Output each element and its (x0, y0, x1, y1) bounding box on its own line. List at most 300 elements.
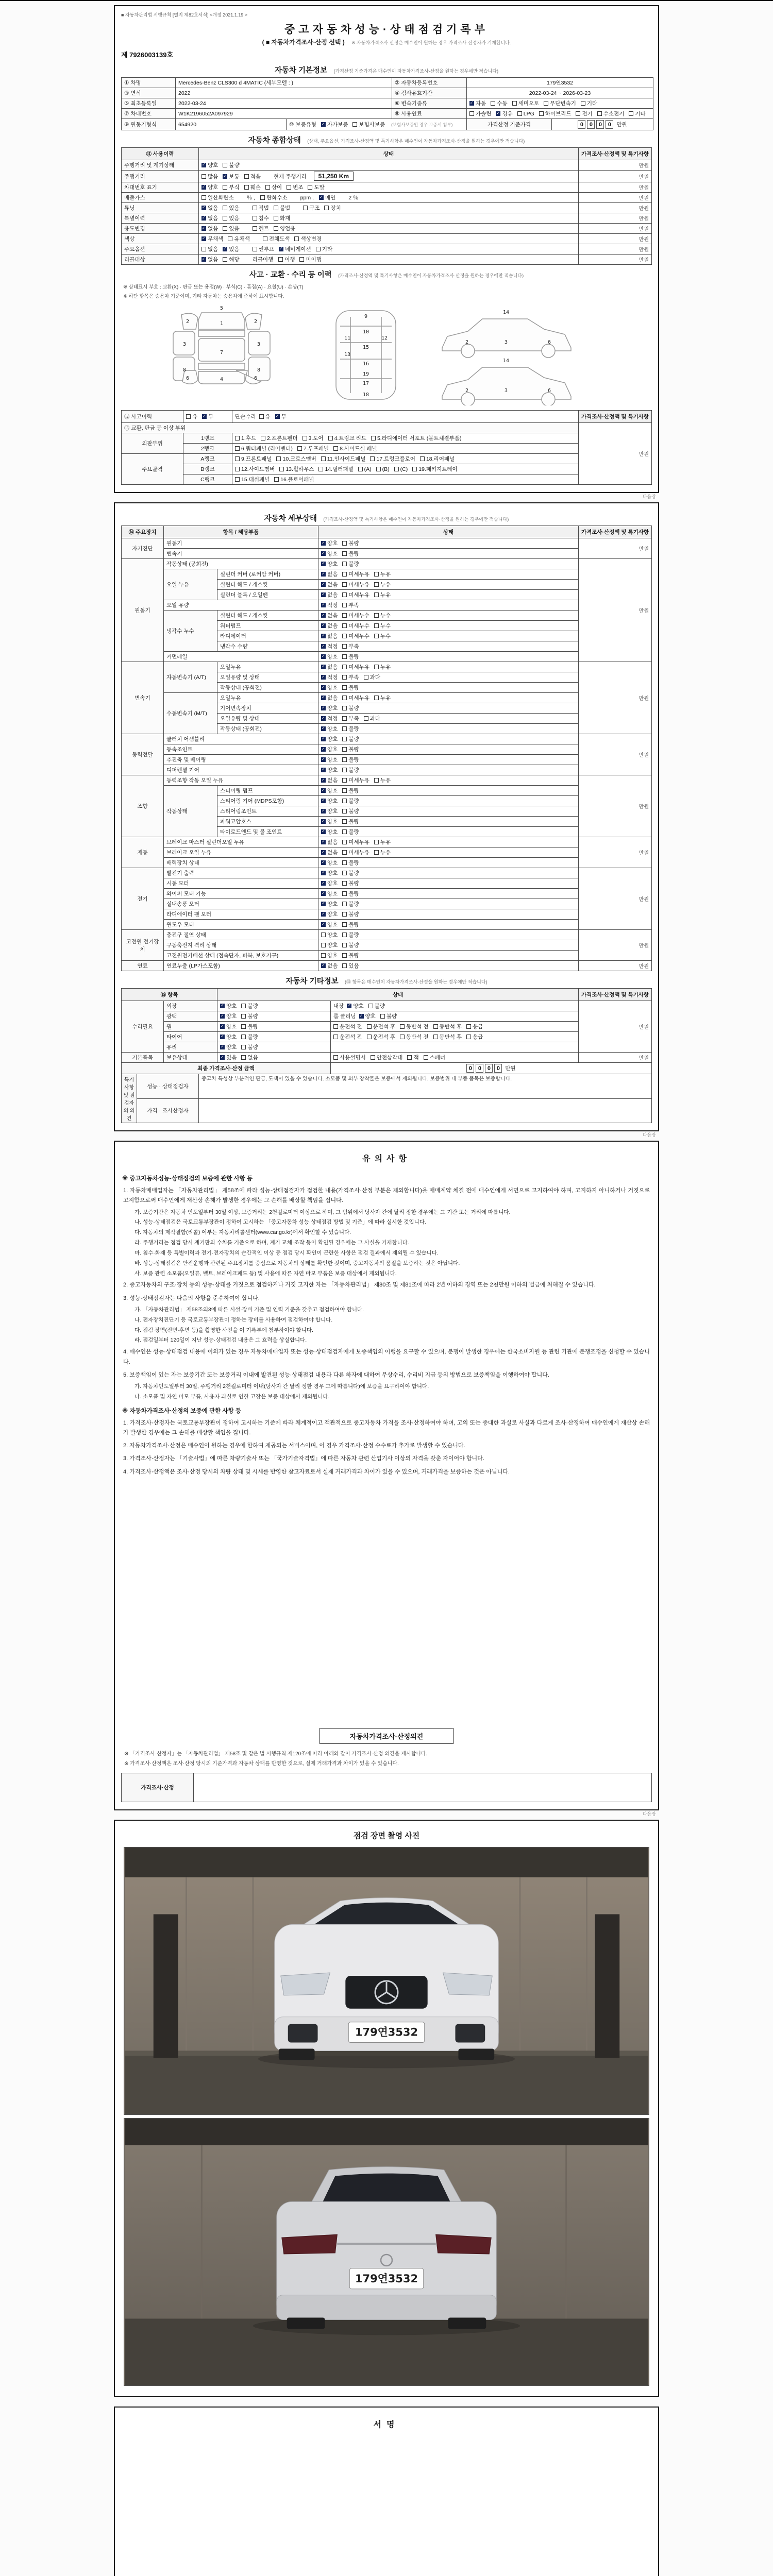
checkbox-option[interactable] (321, 828, 338, 836)
checkbox-checked-icon[interactable] (321, 685, 326, 690)
checkbox-checked-icon[interactable] (321, 902, 326, 906)
checkbox-checked-icon[interactable] (201, 226, 206, 231)
checkbox-option[interactable] (342, 591, 369, 599)
checkbox-icon[interactable] (279, 467, 284, 471)
checkbox-icon[interactable] (342, 623, 347, 628)
checkbox-option[interactable] (374, 622, 391, 630)
checkbox-option[interactable] (420, 455, 455, 463)
checkbox-checked-icon[interactable] (321, 809, 326, 814)
checkbox-icon[interactable] (342, 881, 347, 886)
checkbox-icon[interactable] (299, 257, 304, 262)
checkbox-option[interactable] (321, 900, 338, 908)
checkbox-option[interactable] (433, 1023, 462, 1030)
checkbox-option[interactable] (342, 539, 359, 547)
checkbox-option[interactable] (333, 445, 377, 452)
checkbox-icon[interactable] (342, 716, 347, 721)
checkbox-icon[interactable] (342, 850, 347, 855)
checkbox-icon[interactable] (342, 726, 347, 731)
checkbox-icon[interactable] (376, 467, 381, 471)
checkbox-option[interactable] (342, 879, 359, 887)
checkbox-icon[interactable] (342, 788, 347, 793)
checkbox-icon[interactable] (235, 436, 240, 440)
checkbox-option[interactable] (342, 890, 359, 897)
checkbox-option[interactable] (321, 560, 338, 568)
checkbox-option[interactable] (308, 183, 324, 191)
checkbox-checked-icon[interactable] (321, 613, 326, 618)
checkbox-checked-icon[interactable] (321, 799, 326, 803)
checkbox-option[interactable] (276, 455, 316, 463)
checkbox-checked-icon[interactable] (321, 778, 326, 783)
checkbox-icon[interactable] (342, 891, 347, 896)
checkbox-option[interactable] (342, 797, 359, 805)
checkbox-option[interactable] (342, 921, 359, 928)
checkbox-option[interactable] (321, 653, 338, 660)
checkbox-checked-icon[interactable] (321, 963, 326, 968)
checkbox-option[interactable] (367, 1023, 396, 1030)
checkbox-option[interactable] (299, 256, 321, 263)
checkbox-option[interactable] (321, 807, 338, 815)
checkbox-checked-icon[interactable] (321, 696, 326, 700)
checkbox-option[interactable] (374, 663, 391, 671)
checkbox-option[interactable] (342, 581, 369, 588)
checkbox-option[interactable] (279, 465, 314, 473)
checkbox-option[interactable] (321, 787, 338, 794)
checkbox-icon[interactable] (342, 933, 347, 937)
checkbox-icon[interactable] (274, 226, 278, 231)
checkbox-checked-icon[interactable] (223, 174, 227, 179)
checkbox-icon[interactable] (342, 541, 347, 546)
checkbox-icon[interactable] (241, 1004, 246, 1008)
checkbox-option[interactable] (321, 818, 338, 825)
checkbox-option[interactable] (342, 684, 359, 691)
checkbox-option[interactable] (321, 622, 338, 630)
checkbox-icon[interactable] (374, 665, 379, 669)
checkbox-option[interactable] (321, 632, 338, 640)
checkbox-icon[interactable] (201, 247, 206, 251)
checkbox-option[interactable] (241, 1033, 258, 1041)
checkbox-option[interactable] (321, 735, 338, 743)
checkbox-icon[interactable] (342, 592, 347, 597)
checkbox-icon[interactable] (342, 840, 347, 844)
checkbox-checked-icon[interactable] (223, 247, 227, 251)
checkbox-checked-icon[interactable] (321, 654, 326, 659)
checkbox-icon[interactable] (371, 436, 376, 440)
checkbox-icon[interactable] (352, 122, 357, 127)
checkbox-option[interactable] (223, 183, 239, 191)
checkbox-icon[interactable] (342, 943, 347, 947)
checkbox-icon[interactable] (263, 236, 267, 241)
checkbox-option[interactable] (321, 910, 338, 918)
checkbox-option[interactable] (260, 194, 288, 201)
checkbox-icon[interactable] (342, 757, 347, 762)
checkbox-option[interactable] (303, 204, 320, 212)
checkbox-option[interactable] (259, 413, 271, 420)
checkbox-icon[interactable] (374, 572, 379, 577)
checkbox-icon[interactable] (342, 696, 347, 700)
checkbox-option[interactable] (433, 1033, 462, 1041)
checkbox-option[interactable] (374, 591, 391, 599)
checkbox-icon[interactable] (244, 174, 249, 179)
checkbox-checked-icon[interactable] (201, 257, 206, 262)
checkbox-icon[interactable] (259, 414, 264, 419)
checkbox-icon[interactable] (466, 1035, 471, 1039)
checkbox-icon[interactable] (374, 613, 379, 618)
checkbox-icon[interactable] (400, 1035, 405, 1039)
checkbox-option[interactable] (321, 797, 338, 805)
checkbox-option[interactable] (342, 725, 359, 733)
checkbox-option[interactable] (544, 99, 576, 107)
checkbox-option[interactable] (235, 455, 272, 463)
checkbox-icon[interactable] (253, 216, 257, 221)
checkbox-icon[interactable] (371, 1055, 375, 1060)
checkbox-icon[interactable] (581, 101, 585, 106)
checkbox-checked-icon[interactable] (220, 1004, 225, 1008)
checkbox-option[interactable] (342, 601, 359, 609)
checkbox-option[interactable] (321, 704, 338, 712)
checkbox-icon[interactable] (235, 467, 240, 471)
checkbox-option[interactable] (228, 235, 249, 243)
checkbox-checked-icon[interactable] (220, 1045, 225, 1049)
checkbox-option[interactable] (342, 869, 359, 877)
checkbox-option[interactable] (342, 787, 359, 794)
checkbox-icon[interactable] (253, 226, 257, 231)
checkbox-option[interactable] (321, 931, 338, 939)
checkbox-icon[interactable] (321, 456, 326, 461)
checkbox-option[interactable] (241, 1012, 258, 1020)
checkbox-icon[interactable] (491, 101, 495, 106)
checkbox-option[interactable] (220, 1043, 237, 1051)
checkbox-icon[interactable] (466, 1024, 471, 1029)
checkbox-option[interactable] (380, 1012, 397, 1020)
checkbox-option[interactable] (321, 869, 338, 877)
checkbox-option[interactable] (321, 838, 338, 846)
checkbox-option[interactable] (278, 256, 295, 263)
checkbox-option[interactable] (342, 910, 359, 918)
checkbox-option[interactable] (220, 1002, 237, 1010)
checkbox-checked-icon[interactable] (321, 871, 326, 875)
checkbox-option[interactable] (274, 214, 290, 222)
checkbox-icon[interactable] (321, 943, 326, 947)
checkbox-icon[interactable] (278, 257, 283, 262)
checkbox-icon[interactable] (186, 414, 191, 419)
checkbox-checked-icon[interactable] (359, 1014, 364, 1019)
checkbox-option[interactable] (220, 1023, 237, 1030)
checkbox-icon[interactable] (201, 174, 206, 179)
checkbox-option[interactable] (576, 110, 592, 117)
checkbox-option[interactable] (321, 581, 338, 588)
checkbox-icon[interactable] (241, 1014, 246, 1019)
checkbox-icon[interactable] (364, 716, 368, 721)
checkbox-icon[interactable] (367, 1024, 372, 1029)
checkbox-icon[interactable] (241, 1045, 246, 1049)
checkbox-icon[interactable] (235, 456, 240, 461)
checkbox-icon[interactable] (333, 446, 338, 451)
checkbox-icon[interactable] (333, 1024, 338, 1029)
checkbox-icon[interactable] (342, 768, 347, 772)
checkbox-icon[interactable] (407, 1055, 412, 1060)
checkbox-option[interactable] (223, 214, 239, 222)
checkbox-icon[interactable] (374, 623, 379, 628)
checkbox-icon[interactable] (223, 257, 227, 262)
checkbox-option[interactable] (201, 183, 218, 191)
checkbox-icon[interactable] (342, 572, 347, 577)
checkbox-icon[interactable] (342, 675, 347, 680)
checkbox-option[interactable] (321, 591, 338, 599)
checkbox-icon[interactable] (244, 185, 249, 190)
checkbox-option[interactable] (342, 653, 359, 660)
checkbox-icon[interactable] (374, 582, 379, 587)
checkbox-icon[interactable] (223, 163, 227, 167)
checkbox-option[interactable] (297, 445, 329, 452)
checkbox-option[interactable] (376, 466, 390, 472)
checkbox-option[interactable] (342, 828, 359, 836)
checkbox-option[interactable] (274, 476, 314, 483)
checkbox-option[interactable] (374, 581, 391, 588)
checkbox-icon[interactable] (328, 436, 333, 440)
checkbox-icon[interactable] (274, 477, 279, 482)
checkbox-option[interactable] (512, 99, 540, 107)
checkbox-icon[interactable] (342, 871, 347, 875)
checkbox-option[interactable] (321, 766, 338, 774)
checkbox-icon[interactable] (342, 747, 347, 752)
checkbox-icon[interactable] (342, 922, 347, 927)
checkbox-icon[interactable] (342, 603, 347, 607)
checkbox-option[interactable] (358, 466, 372, 472)
checkbox-option[interactable] (374, 612, 391, 619)
checkbox-option[interactable] (223, 173, 239, 180)
checkbox-option[interactable] (321, 745, 338, 753)
checkbox-checked-icon[interactable] (201, 163, 206, 167)
checkbox-icon[interactable] (342, 953, 347, 958)
checkbox-option[interactable] (220, 1054, 237, 1061)
checkbox-checked-icon[interactable] (321, 675, 326, 680)
checkbox-icon[interactable] (342, 613, 347, 618)
checkbox-icon[interactable] (412, 467, 417, 471)
checkbox-icon[interactable] (241, 1035, 246, 1039)
checkbox-option[interactable] (400, 1023, 429, 1030)
checkbox-option[interactable] (324, 204, 341, 212)
price-survey-select[interactable] (121, 38, 652, 47)
checkbox-icon[interactable] (420, 456, 425, 461)
checkbox-icon[interactable] (469, 111, 474, 116)
checkbox-option[interactable] (223, 161, 239, 169)
checkbox-option[interactable] (364, 673, 380, 681)
checkbox-option[interactable] (374, 632, 391, 640)
checkbox-option[interactable] (321, 694, 338, 702)
checkbox-option[interactable] (370, 455, 415, 463)
checkbox-option[interactable] (412, 465, 457, 473)
checkbox-icon[interactable] (342, 551, 347, 556)
checkbox-option[interactable] (374, 776, 391, 784)
checkbox-option[interactable] (469, 110, 491, 117)
checkbox-option[interactable] (342, 952, 359, 959)
checkbox-option[interactable] (321, 121, 348, 128)
checkbox-checked-icon[interactable] (496, 111, 500, 116)
checkbox-option[interactable] (342, 756, 359, 764)
checkbox-icon[interactable] (342, 644, 347, 649)
checkbox-option[interactable] (321, 962, 338, 970)
checkbox-icon[interactable] (333, 1055, 338, 1060)
checkbox-icon[interactable] (394, 467, 399, 471)
checkbox-icon[interactable] (342, 654, 347, 659)
checkbox-option[interactable] (342, 807, 359, 815)
checkbox-checked-icon[interactable] (201, 236, 206, 241)
checkbox-icon[interactable] (576, 111, 580, 116)
checkbox-option[interactable] (342, 612, 369, 619)
checkbox-option[interactable] (241, 1054, 258, 1061)
checkbox-icon[interactable] (261, 436, 265, 440)
checkbox-icon[interactable] (342, 778, 347, 783)
checkbox-icon[interactable] (294, 236, 299, 241)
checkbox-icon[interactable] (342, 737, 347, 741)
checkbox-icon[interactable] (374, 634, 379, 638)
checkbox-icon[interactable] (539, 111, 544, 116)
checkbox-icon[interactable] (223, 216, 227, 221)
checkbox-checked-icon[interactable] (321, 840, 326, 844)
checkbox-icon[interactable] (374, 778, 379, 783)
checkbox-option[interactable] (321, 776, 338, 784)
checkbox-checked-icon[interactable] (321, 850, 326, 855)
checkbox-option[interactable] (201, 173, 218, 180)
checkbox-option[interactable] (342, 560, 359, 568)
checkbox-icon[interactable] (223, 185, 227, 190)
checkbox-option[interactable] (469, 99, 486, 107)
checkbox-checked-icon[interactable] (321, 829, 326, 834)
checkbox-option[interactable] (244, 173, 261, 180)
checkbox-icon[interactable] (368, 1004, 373, 1008)
checkbox-checked-icon[interactable] (321, 541, 326, 546)
checkbox-checked-icon[interactable] (321, 757, 326, 762)
checkbox-checked-icon[interactable] (220, 1024, 225, 1029)
checkbox-option[interactable] (342, 715, 359, 722)
checkbox-icon[interactable] (274, 216, 278, 221)
checkbox-option[interactable] (347, 1002, 363, 1010)
checkbox-option[interactable] (201, 245, 218, 253)
checkbox-icon[interactable] (342, 685, 347, 690)
checkbox-icon[interactable] (374, 850, 379, 855)
checkbox-checked-icon[interactable] (321, 768, 326, 772)
checkbox-option[interactable] (321, 455, 366, 463)
checkbox-option[interactable] (321, 715, 338, 722)
checkbox-option[interactable] (342, 704, 359, 712)
checkbox-option[interactable] (342, 766, 359, 774)
checkbox-option[interactable] (303, 434, 324, 442)
checkbox-option[interactable] (374, 570, 391, 578)
checkbox-option[interactable] (279, 245, 311, 253)
checkbox-option[interactable] (235, 465, 275, 473)
checkbox-option[interactable] (321, 756, 338, 764)
checkbox-checked-icon[interactable] (321, 551, 326, 556)
checkbox-option[interactable] (342, 642, 359, 650)
checkbox-checked-icon[interactable] (321, 819, 326, 824)
checkbox-option[interactable] (223, 204, 239, 212)
checkbox-option[interactable] (201, 225, 218, 232)
checkbox-icon[interactable] (201, 195, 206, 200)
checkbox-option[interactable] (342, 962, 359, 970)
checkbox-option[interactable] (597, 110, 625, 117)
checkbox-option[interactable] (374, 838, 391, 846)
checkbox-icon[interactable] (342, 706, 347, 710)
checkbox-option[interactable] (371, 1054, 403, 1061)
checkbox-option[interactable] (394, 466, 408, 472)
checkbox-option[interactable] (407, 1054, 418, 1061)
checkbox-option[interactable] (321, 550, 338, 557)
checkbox-icon[interactable] (370, 456, 375, 461)
checkbox-option[interactable] (274, 204, 290, 212)
checkbox-option[interactable] (321, 859, 338, 867)
checkbox-option[interactable] (374, 694, 391, 702)
checkbox-option[interactable] (367, 1033, 396, 1041)
checkbox-option[interactable] (328, 434, 366, 442)
checkbox-option[interactable] (253, 225, 269, 232)
checkbox-option[interactable] (342, 694, 369, 702)
checkbox-option[interactable] (342, 673, 359, 681)
checkbox-icon[interactable] (629, 111, 633, 116)
checkbox-option[interactable] (316, 245, 332, 253)
checkbox-option[interactable] (629, 110, 645, 117)
checkbox-icon[interactable] (303, 206, 308, 210)
checkbox-icon[interactable] (241, 1024, 246, 1029)
checkbox-icon[interactable] (303, 436, 307, 440)
checkbox-checked-icon[interactable] (321, 912, 326, 917)
checkbox-icon[interactable] (333, 1035, 338, 1039)
checkbox-option[interactable] (321, 890, 338, 897)
checkbox-option[interactable] (517, 111, 534, 117)
checkbox-checked-icon[interactable] (321, 737, 326, 741)
checkbox-checked-icon[interactable] (321, 860, 326, 865)
checkbox-icon[interactable] (342, 799, 347, 803)
checkbox-option[interactable] (333, 1033, 362, 1041)
checkbox-option[interactable] (424, 1054, 445, 1061)
checkbox-option[interactable] (491, 99, 507, 107)
checkbox-option[interactable] (321, 849, 338, 856)
checkbox-option[interactable] (371, 434, 462, 442)
checkbox-option[interactable] (235, 434, 256, 442)
checkbox-icon[interactable] (364, 675, 368, 680)
checkbox-icon[interactable] (228, 236, 232, 241)
checkbox-icon[interactable] (342, 860, 347, 865)
checkbox-icon[interactable] (223, 206, 227, 210)
checkbox-icon[interactable] (342, 562, 347, 566)
checkbox-option[interactable] (342, 570, 369, 578)
checkbox-option[interactable] (352, 121, 385, 128)
checkbox-option[interactable] (374, 849, 391, 856)
checkbox-option[interactable] (253, 245, 274, 253)
checkbox-option[interactable] (321, 642, 338, 650)
checkbox-icon[interactable] (260, 195, 265, 200)
checkbox-icon[interactable] (318, 467, 323, 471)
checkbox-checked-icon[interactable] (220, 1035, 225, 1039)
checkbox-option[interactable] (466, 1023, 483, 1030)
checkbox-option[interactable] (321, 684, 338, 691)
checkbox-option[interactable] (265, 183, 282, 191)
checkbox-icon[interactable] (544, 101, 548, 106)
checkbox-option[interactable] (342, 745, 359, 753)
checkbox-option[interactable] (274, 225, 295, 232)
checkbox-option[interactable] (321, 612, 338, 619)
checkbox-option[interactable] (220, 1033, 237, 1041)
checkbox-checked-icon[interactable] (321, 665, 326, 669)
checkbox-option[interactable] (287, 183, 303, 191)
checkbox-option[interactable] (539, 110, 572, 117)
checkbox-option[interactable] (321, 941, 338, 949)
checkbox-option[interactable] (333, 1054, 366, 1061)
checkbox-checked-icon[interactable] (321, 716, 326, 721)
checkbox-option[interactable] (342, 735, 359, 743)
checkbox-option[interactable] (201, 214, 218, 222)
checkbox-icon[interactable] (321, 953, 326, 958)
checkbox-option[interactable] (321, 539, 338, 547)
